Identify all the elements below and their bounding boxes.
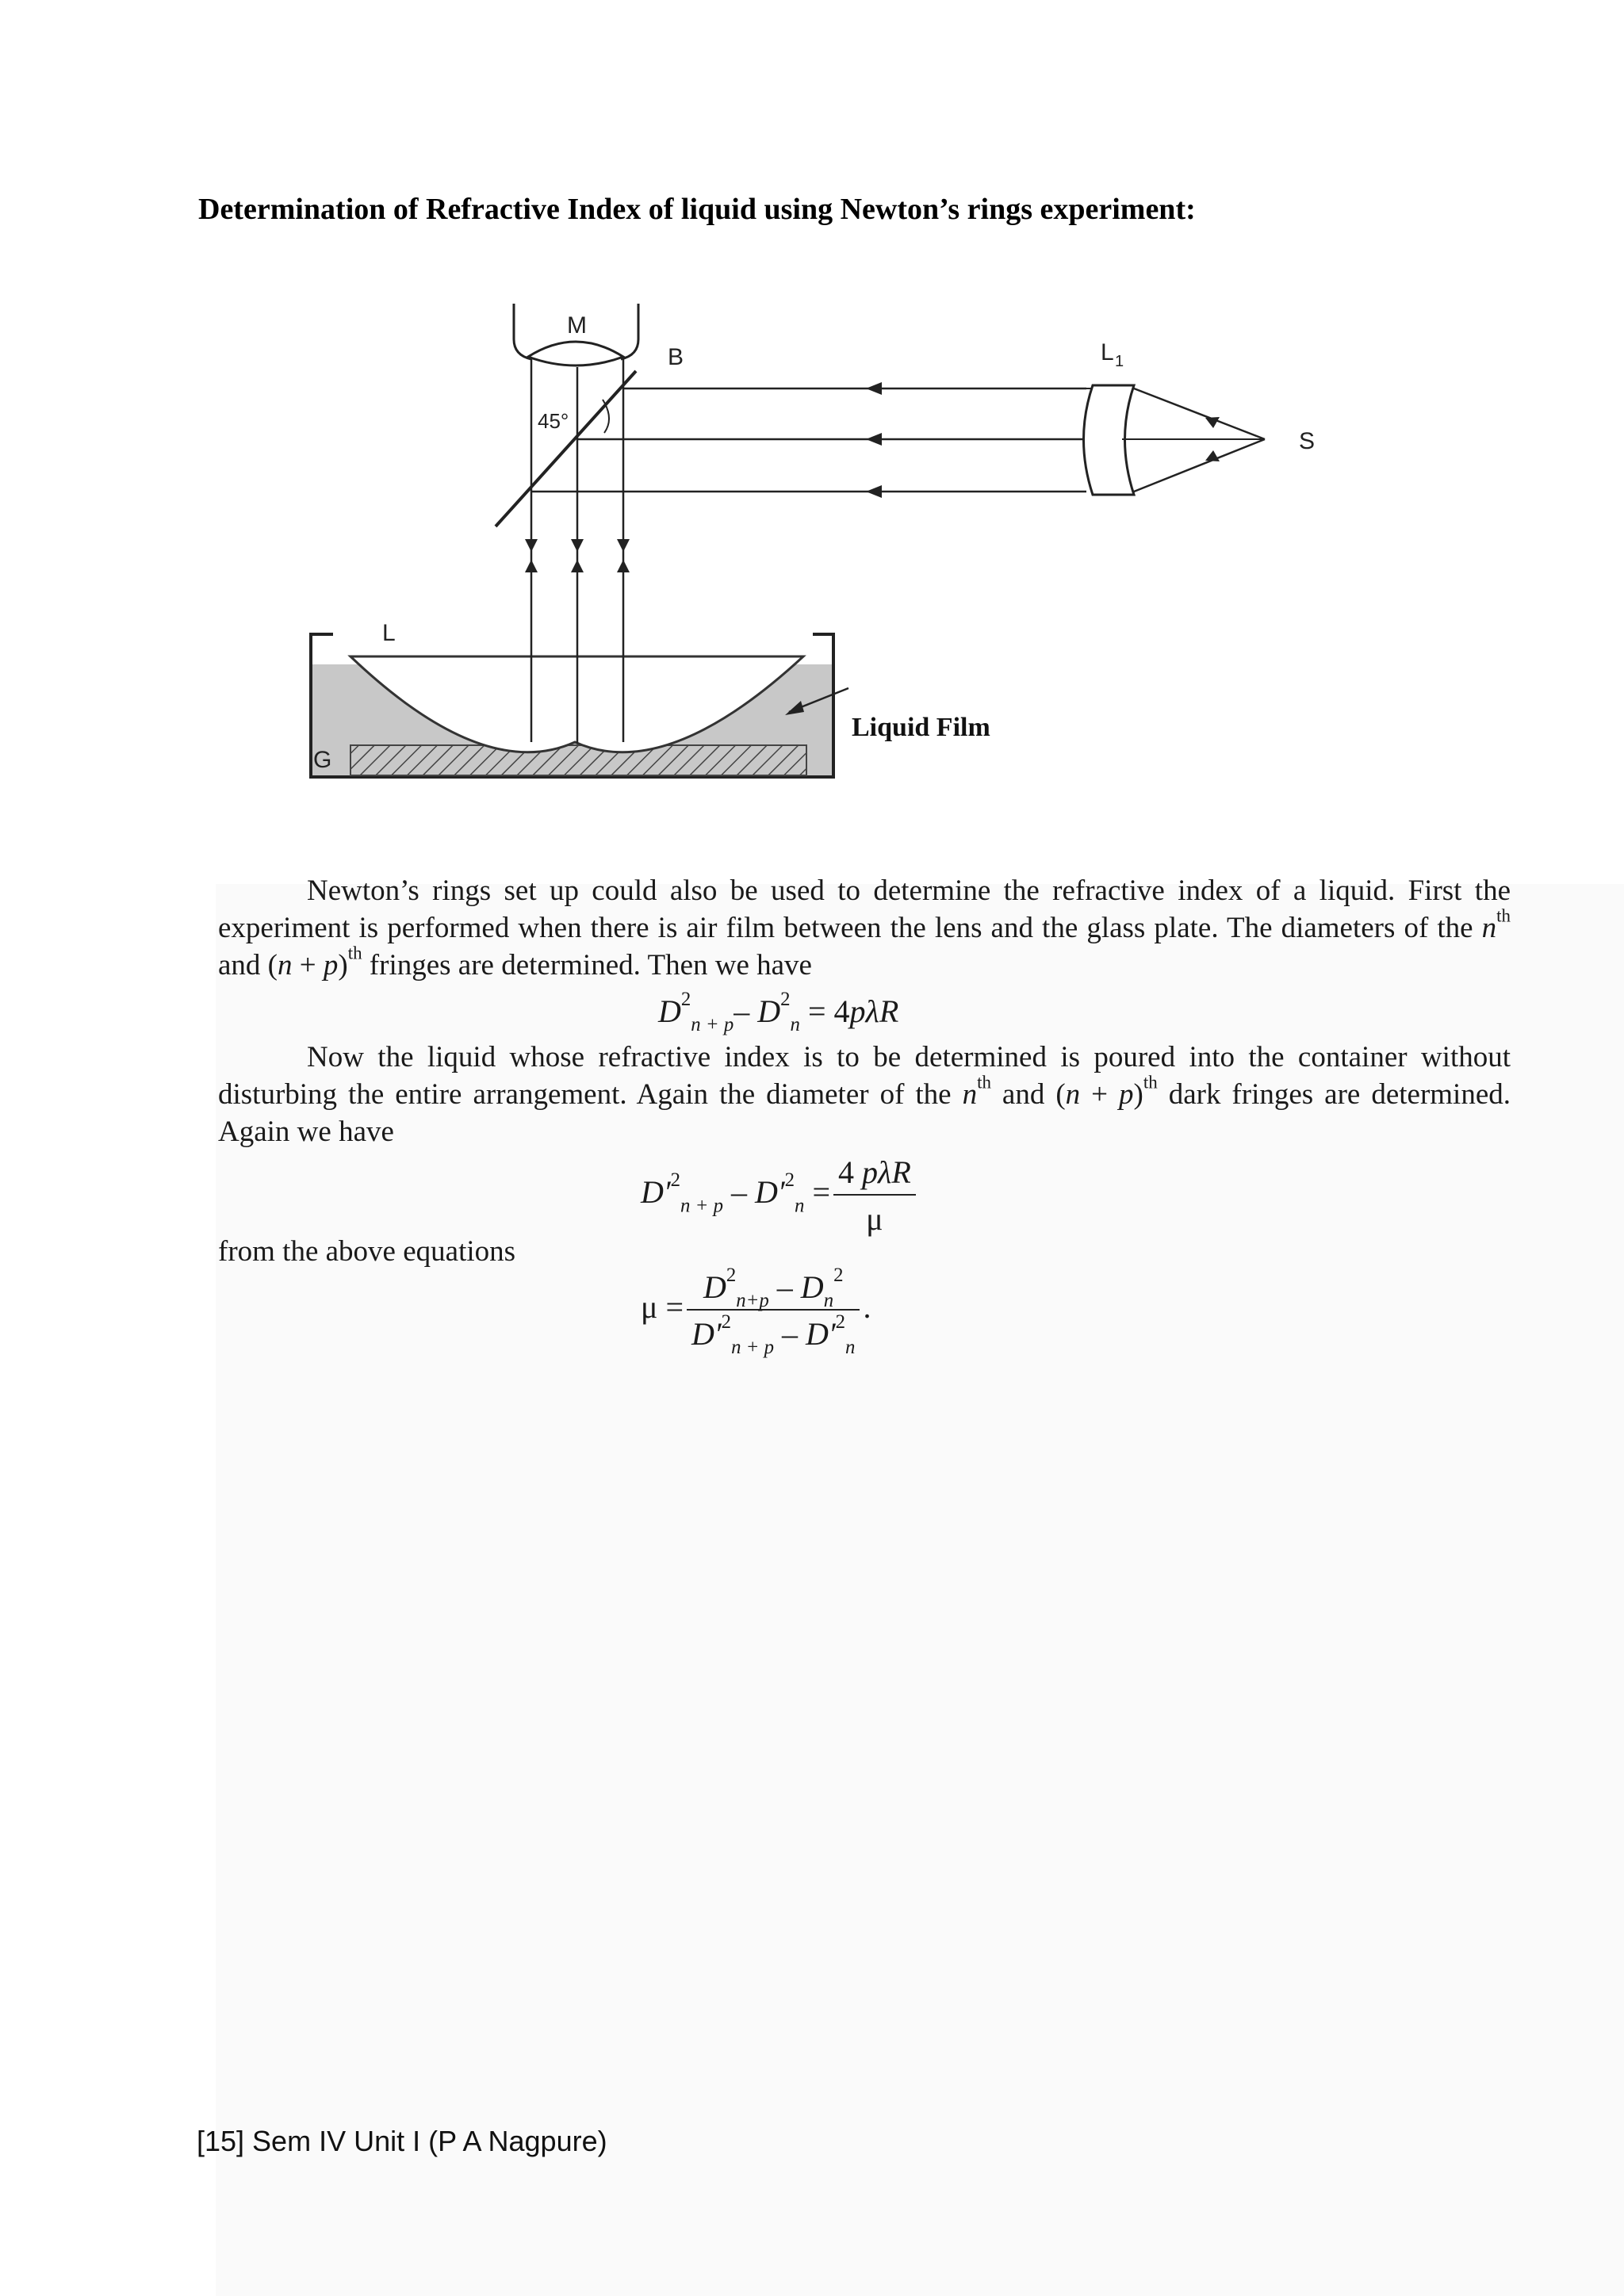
label-s: S [1299, 428, 1316, 454]
horizontal-ray-arrows [866, 382, 882, 498]
label-b: B [668, 344, 684, 370]
equation-refractive-index: μ = $\frac{D^2_{n+p} - D_n^2}{D'^2_{n + p} - D'^2_n}$ . [641, 1264, 871, 1359]
newtons-rings-diagram [293, 292, 1348, 791]
ray-arrows-down [525, 539, 630, 552]
label-liquid-film: Liquid Film [852, 713, 990, 742]
paragraph-air-film: Newton’s rings set up could also be used to determine the refractive index of a liquid. First the experiment is performed when there is air film between the lens and the glass plate. The diameters of the $n^{th}$ and $(n + p)^{th}$ fringes are determined. Then we have [218, 874, 1511, 982]
label-g: G [313, 747, 332, 773]
label-angle: 45° [538, 409, 569, 433]
label-l1: L [1101, 339, 1114, 365]
paragraph-liquid-film: Now the liquid whose refractive index is to be determined is poured into the container without disturbing the entire arrangement. Again the diameter of the $n^{th}$ and $(n + p)^{th}$ dark fringes are determined. Again we have [218, 1041, 1511, 1148]
equation-liquid-film: $D'^2_{n + p} - D'^2_n$ = $\frac{\text{4 pλR}}{\mu}$ [641, 1154, 919, 1238]
beam-splitter-b [496, 371, 636, 526]
microscope-objective [528, 342, 623, 365]
page-footer: [15] Sem IV Unit I (P A Nagpure) [197, 2125, 607, 2157]
glass-plate [350, 745, 806, 775]
paragraph-from-above: from the above equations [218, 1235, 516, 1268]
equation-air-film: $D^2_{n + p}-$ $D^2_n = 4p\lambda R$ [658, 988, 899, 1036]
page-heading: Determination of Refractive Index of liquid using Newton’s rings experiment: [198, 193, 1196, 226]
ray-arrows-up [525, 560, 630, 572]
fraction-mu: $\frac{D^2_{n+p} - D_n^2}{D'^2_{n + p} - D'^2_n}$ [687, 1269, 860, 1353]
label-m: M [567, 312, 587, 339]
label-l: L [382, 620, 396, 646]
fraction-4plambdar-over-mu: $\frac{\text{4 pλR}}{\mu}$ [833, 1154, 916, 1238]
label-l1-subscript: 1 [1115, 353, 1124, 370]
